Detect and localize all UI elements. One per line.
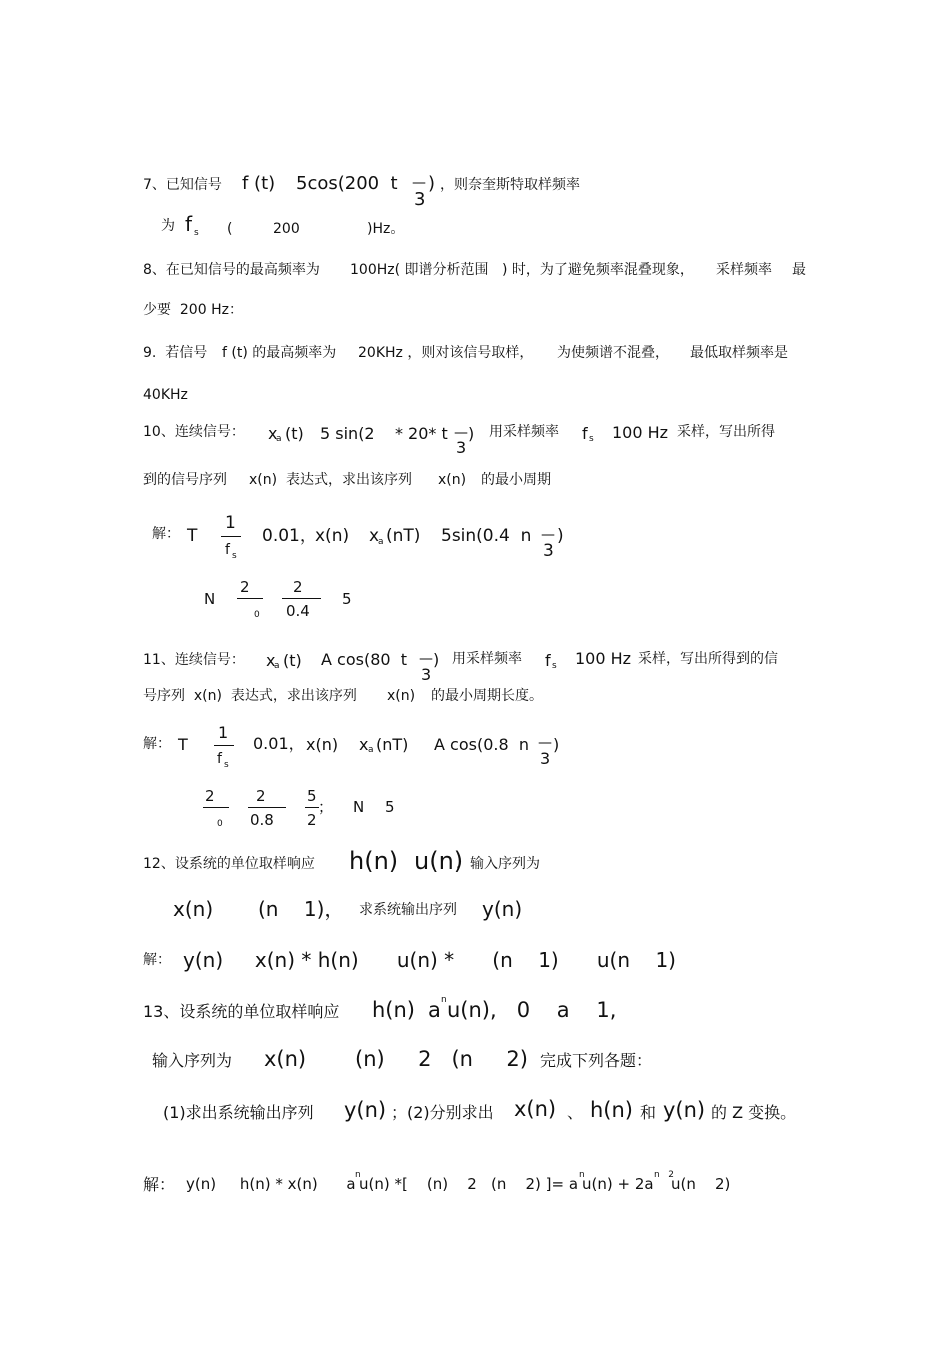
q13-solution-sup3: n 2 — [654, 1170, 675, 1180]
q13-solution-label: 解： — [143, 1175, 176, 1194]
q7-close-paren: ) — [428, 173, 436, 194]
q11-line2-a: 号序列 x(n) 表达式，求出该序列 — [143, 688, 357, 704]
q11-sol-denominator: 3 — [540, 749, 551, 768]
q7-text: ，则奈奎斯特取样频率 — [440, 177, 580, 193]
q8-part1: 8、在已知信号的最高频率为 — [143, 262, 320, 278]
q11-ratio-bar1 — [203, 807, 229, 808]
q7-fs-subscript: s — [194, 228, 199, 238]
q12-solution: y(n) x(n) * h(n) u(n) * (n 1) u(n 1) — [183, 948, 676, 972]
q10-rate-value: 100 Hz — [612, 423, 669, 442]
q12-text1: ，输入序列为 — [456, 856, 540, 872]
q7-denominator: 3 — [414, 189, 426, 210]
q12-label: 12、设系统的单位取样响应 — [143, 856, 315, 872]
q10-sol-close-paren: ) — [557, 526, 564, 546]
q11-ratio-num3: 5 — [307, 787, 317, 805]
q11-N: N — [353, 798, 365, 816]
q9-part3: 20KHz ，则对该信号取样， — [358, 345, 534, 361]
q10-sol-T: T — [187, 526, 198, 546]
q11-line2-b: x(n) — [387, 688, 416, 704]
q12-x: x(n) — [173, 897, 214, 921]
q10-N-den2: 0.4 — [286, 602, 310, 620]
q13-line2-a: 输入序列为 — [152, 1051, 233, 1070]
q10-close-paren: ) — [468, 424, 475, 443]
q10-N: N — [204, 590, 216, 608]
q12-u: u(n) — [414, 847, 464, 875]
q10-sol-fraction-bar — [221, 536, 241, 537]
q10-xa-subscript: a — [276, 434, 282, 444]
q11-rate-value: 100 Hz — [575, 649, 632, 668]
q7-fraction-bar: — — [412, 175, 426, 191]
q13-solution-part3: u(n) + 2a — [582, 1175, 654, 1193]
q11-tail: 采样，写出所得到的信 — [638, 651, 778, 667]
q8-part2: 100Hz( 即谱分析范围 — [350, 262, 489, 278]
q11-ratio-den1: 0 — [217, 819, 223, 829]
q10-fraction-bar: — — [454, 425, 468, 441]
q11-sol-fs-subscript: s — [224, 760, 229, 770]
q10-expression: 5 sin(2 * 20* t — [320, 424, 448, 443]
q11-sol-xa-subscript: a — [368, 745, 374, 755]
q11-ratio-num2: 2 — [256, 787, 266, 805]
q13-task-d: 和 — [640, 1103, 657, 1122]
q10-solution-label: 解： — [152, 526, 180, 542]
q11-rate-label: 用采样频率 — [452, 651, 522, 667]
q13-task-a: (1)求出系统输出序列 — [163, 1103, 314, 1122]
q10-fs-f: f — [582, 424, 588, 443]
q13-u: u(n), 0 a 1, — [447, 998, 617, 1022]
q13-x: x(n) — [264, 1047, 307, 1071]
q10-sol-fs-f: f — [225, 542, 230, 558]
q11-label: 11、连续信号： — [143, 652, 245, 668]
q11-ratio-den3: 2 — [307, 811, 317, 829]
q10-xa-t: (t) — [285, 424, 304, 443]
q11-sol-expression: A cos(0.8 n — [434, 735, 529, 754]
q10-xa-x: x — [268, 424, 278, 443]
q10-N-num2: 2 — [293, 578, 303, 596]
q9-part2: f (t) 的最高频率为 — [222, 345, 337, 361]
q13-solution-part4: u(n 2) — [671, 1175, 731, 1193]
q13-a: a — [428, 998, 441, 1022]
q10-sol-fs-subscript: s — [232, 551, 237, 561]
q8-part3: ) 时，为了避免频率混叠现象， — [502, 262, 694, 278]
q13-solution-sup1: n — [355, 1170, 361, 1180]
q7-signal-ft: f (t) — [242, 173, 276, 194]
q13-task-h: h(n) — [590, 1098, 634, 1122]
q11-sol-xa-nt: (nT) — [376, 735, 409, 754]
q10-sol-xa-subscript: a — [378, 537, 384, 547]
q7-unit: )Hz。 — [367, 221, 405, 237]
q9-part5: 最低取样频率是 — [690, 345, 788, 361]
q7-open-paren: ( — [227, 221, 233, 237]
q11-N-value: 5 — [385, 798, 395, 816]
q13-task-y2: y(n) — [663, 1098, 706, 1122]
q13-solution-sup2: n — [579, 1170, 585, 1180]
q11-fs-subscript: s — [552, 661, 557, 671]
q10-N-den1: 0 — [254, 610, 260, 620]
q11-expression: A cos(80 t — [321, 650, 407, 669]
q12-solution-label: 解： — [143, 952, 171, 968]
q10-fs-subscript: s — [589, 434, 594, 444]
q11-denominator: 3 — [421, 665, 432, 684]
q7-label: 7、已知信号 — [143, 177, 222, 193]
q9-part1: 9. 若信号 — [143, 345, 208, 361]
q10-denominator: 3 — [456, 438, 467, 457]
q7-expression: 5cos(200 t — [296, 173, 398, 194]
q10-sol-den-bar: — — [541, 527, 555, 543]
q13-task-e: 的 Z 变换。 — [711, 1103, 797, 1122]
q11-line2-c: 的最小周期长度。 — [431, 688, 543, 704]
q8-part5: 最 — [792, 262, 806, 278]
q10-rate-label: 用采样频率 — [489, 424, 559, 440]
q11-sol-numerator: 1 — [218, 723, 229, 742]
q10-line2-c: x(n) — [438, 472, 467, 488]
q10-line2-d: 的最小周期 — [481, 472, 551, 488]
q13-task-y: y(n) — [344, 1098, 387, 1122]
q12-h: h(n) — [349, 847, 399, 875]
q11-sol-fs-f: f — [217, 751, 222, 767]
q11-xa-t: (t) — [283, 651, 302, 670]
q10-N-num1: 2 — [240, 578, 250, 596]
q7-answer-value: 200 — [273, 221, 300, 237]
q7-wei: 为 — [161, 218, 175, 234]
q10-N-bar2 — [282, 598, 321, 599]
q7-fs-f: f — [185, 212, 193, 236]
q13-solution-part2: u(n) *[ (n) 2 (n 2) ]= a — [359, 1175, 579, 1193]
q10-sol-xa-nt: (nT) — [386, 526, 421, 546]
q8-part4: 采样频率 — [716, 262, 772, 278]
q10-N-bar1 — [237, 598, 263, 599]
q10-sol-denominator: 3 — [543, 541, 554, 561]
q11-ratio-bar3 — [305, 807, 319, 808]
q13-line2-b: 完成下列各题： — [540, 1051, 653, 1070]
q12-delta: (n 1)， — [258, 897, 345, 921]
q11-ratio-bar2 — [248, 807, 286, 808]
q13-sup-n: n — [441, 995, 447, 1005]
q13-label: 13、设系统的单位取样响应 — [143, 1002, 340, 1021]
q11-ratio-den2: 0.8 — [250, 811, 274, 829]
q10-line2-a: 到的信号序列 — [143, 472, 227, 488]
q9-part6: 40KHz — [143, 387, 188, 403]
q8-part6: 少要 200 Hz： — [143, 302, 243, 318]
q11-solution-label: 解： — [143, 736, 171, 752]
q13-task-c: 、 — [567, 1103, 584, 1122]
q10-sol-value: 0.01， — [262, 526, 317, 546]
q11-ratio-semicolon: ； — [318, 798, 334, 816]
q11-xa-subscript: a — [274, 661, 280, 671]
q11-sol-xa-x: x — [359, 735, 369, 754]
q10-N-value: 5 — [342, 590, 352, 608]
q13-h: h(n) — [372, 998, 416, 1022]
q13-task-x: x(n) — [514, 1097, 557, 1121]
q9-part4: 为使频谱不混叠， — [557, 345, 669, 361]
q11-xa-x: x — [266, 651, 276, 670]
q11-sol-close-paren: ) — [553, 735, 560, 754]
q10-sol-xa-x: x — [369, 526, 380, 546]
q10-line2-b: x(n) 表达式，求出该序列 — [249, 472, 412, 488]
q13-sequence: (n) 2 (n 2) — [355, 1047, 528, 1071]
q11-sol-den-bar: — — [538, 735, 552, 751]
q11-sol-value: 0.01， — [253, 734, 305, 753]
q11-close-paren: ) — [433, 650, 440, 669]
q13-solution-part1: y(n) h(n) * x(n) a — [186, 1175, 356, 1193]
q10-sol-expression: 5sin(0.4 n — [441, 526, 532, 546]
q13-task-b: ；(2)分别求出 — [391, 1103, 494, 1122]
q11-fs-f: f — [545, 651, 551, 670]
q11-fraction-bar: — — [419, 651, 433, 667]
q10-sol-xn: x(n) — [315, 526, 350, 546]
q10-tail: 采样，写出所得 — [677, 424, 775, 440]
q12-y: y(n) — [482, 897, 523, 921]
q11-sol-xn: x(n) — [306, 735, 339, 754]
q10-label: 10、连续信号： — [143, 424, 245, 440]
q11-sol-fraction-bar — [214, 745, 234, 746]
q11-ratio-num1: 2 — [205, 787, 215, 805]
q12-text2: 求系统输出序列 — [359, 902, 457, 918]
q11-sol-T: T — [178, 735, 188, 754]
q10-sol-numerator: 1 — [225, 513, 236, 533]
